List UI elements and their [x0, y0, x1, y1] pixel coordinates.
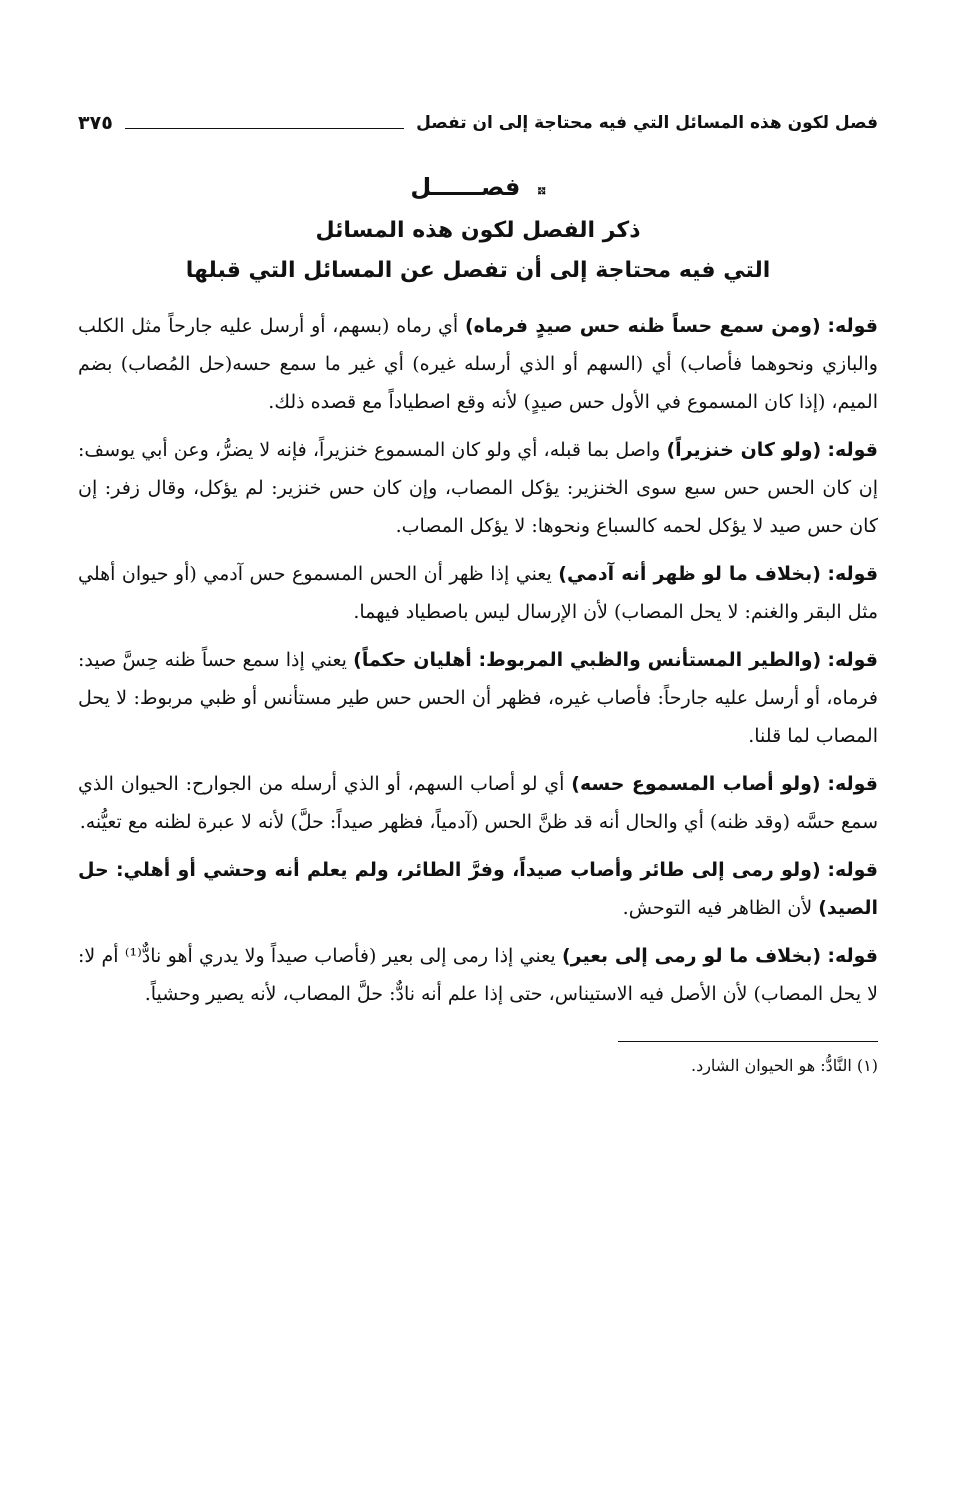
paragraph [78, 307, 878, 421]
chapter-heading-block [78, 168, 878, 291]
paragraph-keyword: قوله: [827, 649, 878, 671]
paragraph [78, 765, 878, 841]
ornament-icon: ✥ [531, 182, 550, 201]
chapter-heading [78, 168, 878, 211]
paragraph-keyword: قوله: [827, 945, 878, 967]
running-header-title: فصل لكون هذه المسائل التي فيه محتاجة إلى ان تفصل [416, 113, 878, 133]
running-header [78, 108, 878, 138]
chapter-subtitle-1: ذكر الفصل لكون هذه المسائل [315, 218, 641, 243]
paragraph-text: لأن الظاهر فيه التوحش. [622, 897, 813, 919]
paragraph [78, 431, 878, 545]
footnote: (١) النَّادُّ: هو الحيوان الشارد. [690, 1056, 878, 1075]
paragraph [78, 641, 878, 755]
paragraph-keyword: قوله: [827, 859, 878, 881]
paragraph-quote: (ومن سمع حساً ظنه حس صيدٍ فرماه) [464, 315, 821, 337]
paragraph-quote: (بخلاف ما لو رمى إلى بعير) [561, 945, 822, 967]
paragraph [78, 851, 878, 927]
chapter-heading-text: فصــــــل [410, 173, 521, 201]
page [78, 108, 878, 1075]
paragraph [78, 555, 878, 631]
paragraph-keyword: قوله: [827, 773, 878, 795]
paragraph [78, 937, 878, 1013]
paragraph-quote: (بخلاف ما لو ظهر أنه آدمي) [558, 563, 821, 585]
paragraph-quote: (ولو كان خنزيراً) [666, 439, 822, 461]
paragraph-text: أي رماه (بسهم، أو أرسل عليه جارحاً مثل الكلب والبازي ونحوهما فأصاب) أي (السهم أو الذي أرسله غيره) أي غير ما سمع حسه(حل المُصاب) بضم الميم، (إذا كان المسموع في الأول حس صيدٍ) لأنه وقع اصطياداً مع قصده ذلك. [78, 315, 878, 413]
body-text [78, 307, 878, 1013]
page-number: ٣٧٥ [78, 112, 113, 134]
paragraph-text: يعني إذا رمى إلى بعير (فأصاب صيداً ولا يدري أهو نادٌّ⁽¹⁾ أم لا: لا يحل المصاب) لأن الأصل فيه الاستيناس، حتى إذا علم أنه نادٌّ: حلَّ المصاب، لأنه يصير وحشياً. [78, 945, 878, 1005]
paragraph-quote: (والطير المستأنس والظبي المربوط: أهليان حكماً) [353, 649, 822, 671]
footnote-rule [618, 1041, 878, 1042]
paragraph-quote: (ولو أصاب المسموع حسه) [571, 773, 821, 795]
paragraph-text: أي لو أصاب السهم، أو الذي أرسله من الجوارح: الحيوان الذي سمع حسَّه (وقد ظنه) أي والحال أنه قد ظنَّ الحس (آدمياً، فظهر صيداً: حلَّ) لأنه لا عبرة لظنه مع تعيُّنه. [78, 773, 878, 833]
chapter-subtitle-2: التي فيه محتاجة إلى أن تفصل عن المسائل التي قبلها [185, 258, 771, 283]
header-rule [125, 128, 404, 129]
paragraph-keyword: قوله: [827, 563, 879, 585]
paragraph-keyword: قوله: [827, 315, 878, 337]
paragraph-quote: (ولو رمى إلى طائر وأصاب صيداً، وفرَّ الطائر، ولم يعلم أنه وحشي أو أهلي: حل الصيد) [78, 859, 878, 919]
paragraph-text: يعني إذا سمع حساً ظنه حِسَّ صيد: فرماه، أو أرسل عليه جارحاً: فأصاب غيره، فظهر أن الحس حس طير مستأنس أو ظبي مربوط: لا يحل المصاب لما قلنا. [78, 649, 878, 747]
paragraph-keyword: قوله: [827, 439, 878, 461]
paragraph-text: واصل بما قبله، أي ولو كان المسموع خنزيراً، فإنه لا يضرُّ، وعن أبي يوسف: إن كان الحس حس سبع سوى الخنزير: يؤكل المصاب، وإن كان حس خنزير: لم يؤكل، وقال زفر: إن كان حس صيد لا يؤكل لحمه كالسباع ونحوها: لا يؤكل المصاب. [78, 439, 878, 537]
paragraph-text: يعني إذا ظهر أن الحس المسموع حس آدمي (أو حيوان أهلي مثل البقر والغنم: لا يحل المصاب) لأن الإرسال ليس باصطياد فيهما. [78, 563, 878, 623]
